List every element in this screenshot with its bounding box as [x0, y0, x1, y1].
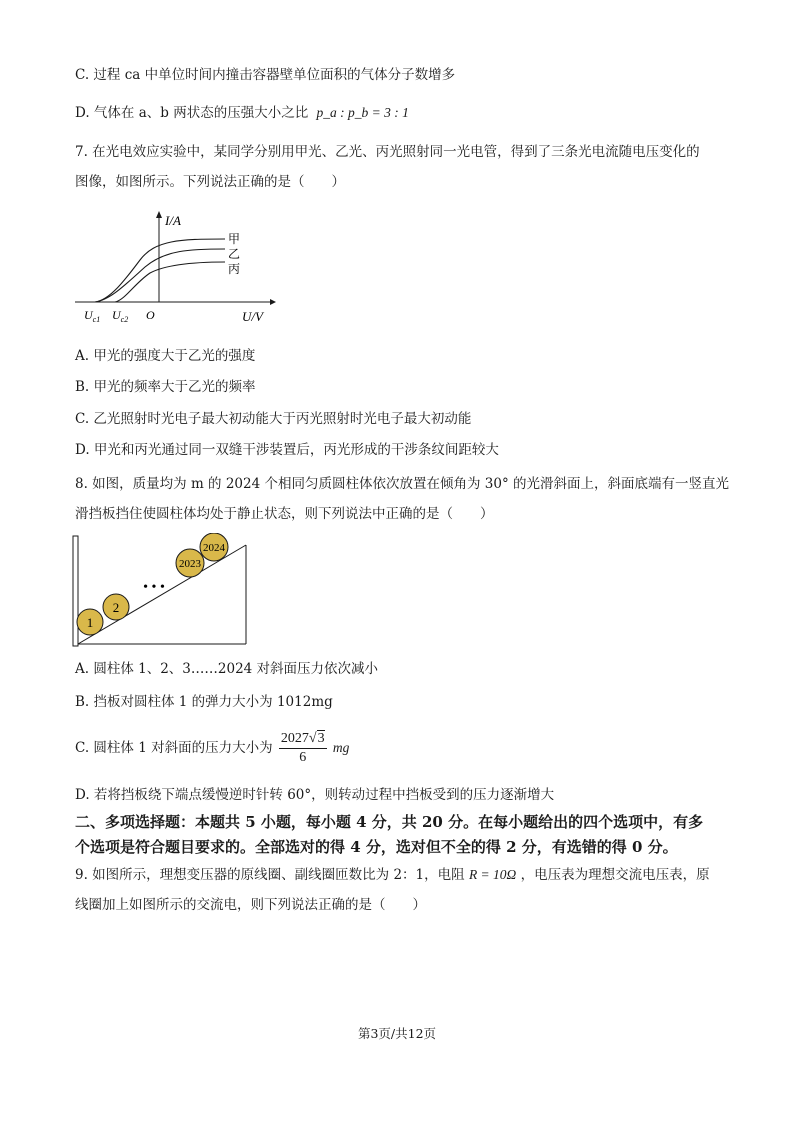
- q8-option-c-text: C. 圆柱体 1 对斜面的压力大小为: [75, 740, 273, 756]
- q7-option-c: C. 乙光照射时光电子最大初动能大于丙光照射时光电子最大初动能: [75, 411, 472, 427]
- q7-uc1-label: $U_{c1}$: [84, 308, 101, 324]
- q8-cylinder-2: [103, 594, 129, 620]
- q9-stem-line2: 线圈加上如图所示的交流电，则下列说法正确的是（ ）: [75, 897, 426, 913]
- q7-origin-label: O: [146, 308, 155, 322]
- q6-option-d-formula: p_a : p_b = 3 : 1: [316, 105, 409, 120]
- q7-label-bing: 丙: [228, 262, 241, 276]
- q8-option-d: D. 若将挡板绕下端点缓慢逆时针转 60°，则转动过程中挡板受到的压力逐渐增大: [75, 787, 555, 803]
- q8-cylinder-1: [77, 609, 103, 635]
- q7-option-d: D. 甲光和丙光通过同一双缝干涉装置后，丙光形成的干涉条纹间距较大: [75, 442, 499, 458]
- q8-option-c-unit: mg: [332, 740, 350, 755]
- q7-x-arrow: [270, 299, 276, 305]
- q9-stem-text-a: 9. 如图所示，理想变压器的原线圈、副线圈匝数比为 2：1，电阻: [75, 867, 465, 883]
- q7-option-a: A. 甲光的强度大于乙光的强度: [75, 348, 256, 364]
- q8-cylinder-2023: [176, 549, 204, 577]
- q7-y-arrow: [156, 211, 162, 218]
- section2-heading-line2: 个选项是符合题目要求的。全部选对的得 4 分，选对但不全的得 2 分，有选错的得 0 分。: [75, 838, 678, 856]
- q7-x-axis-label: U/V: [242, 309, 263, 324]
- svg-text:2023: 2023: [179, 558, 201, 570]
- q8-incline-figure: [68, 533, 253, 648]
- q8-ellipsis-dots: • • •: [143, 580, 165, 595]
- q8-cylinder-2024: [200, 533, 228, 561]
- q8-option-a: A. 圆柱体 1、2、3……2024 对斜面压力依次减小: [75, 661, 379, 677]
- svg-text:1: 1: [86, 615, 94, 630]
- q7-option-b: B. 甲光的频率大于乙光的频率: [75, 379, 256, 395]
- q8-option-c: [75, 728, 349, 768]
- q8-baffle-plate: [73, 536, 78, 646]
- q7-curve-bing: [115, 262, 225, 302]
- section2-heading-line1: 二、多项选择题：本题共 5 小题，每小题 4 分，共 20 分。在每小题给出的四个选项中，有多: [75, 813, 704, 831]
- page-footer: 第3页/共12页: [357, 1026, 437, 1041]
- q8-option-b: B. 挡板对圆柱体 1 的弹力大小为 1012mg: [75, 694, 333, 710]
- q8-option-c-fraction: $\frac{2027√3}{6}$: [280, 731, 325, 765]
- q7-curve-yi: [95, 249, 225, 302]
- q7-y-axis-label: I/A: [165, 213, 181, 228]
- q8-stem-line1: 8. 如图，质量均为 m 的 2024 个相同匀质圆柱体依次放置在倾角为 30° 的光滑斜面上，斜面底端有一竖直光: [75, 476, 730, 492]
- svg-text:2024: 2024: [203, 542, 225, 554]
- q7-uc2-label: $U_{c2}$: [112, 308, 129, 324]
- q7-stem-line1: 7. 在光电效应实验中，某同学分别用甲光、乙光、丙光照射同一光电管，得到了三条光电流随电压变化的: [75, 144, 700, 160]
- q7-photocurrent-graph: [70, 205, 280, 330]
- q9-stem-line1: [75, 866, 710, 884]
- q7-label-jia: 甲: [228, 232, 241, 246]
- q6-option-d-text: D. 气体在 a、b 两状态的压强大小之比: [75, 105, 309, 121]
- q6-option-d: [75, 104, 409, 122]
- q8-stem-line2: 滑挡板挡住使圆柱体均处于静止状态，则下列说法中正确的是（ ）: [75, 506, 494, 522]
- svg-text:2: 2: [112, 600, 120, 615]
- q7-label-yi: 乙: [228, 247, 241, 261]
- q9-stem-formula: R = 10Ω: [468, 867, 517, 882]
- q6-option-c: C. 过程 ca 中单位时间内撞击容器壁单位面积的气体分子数增多: [75, 67, 456, 83]
- q7-stem-line2: 图像，如图所示。下列说法正确的是（ ）: [75, 174, 345, 190]
- q9-stem-text-b: ，电压表为理想交流电压表，原: [520, 867, 710, 883]
